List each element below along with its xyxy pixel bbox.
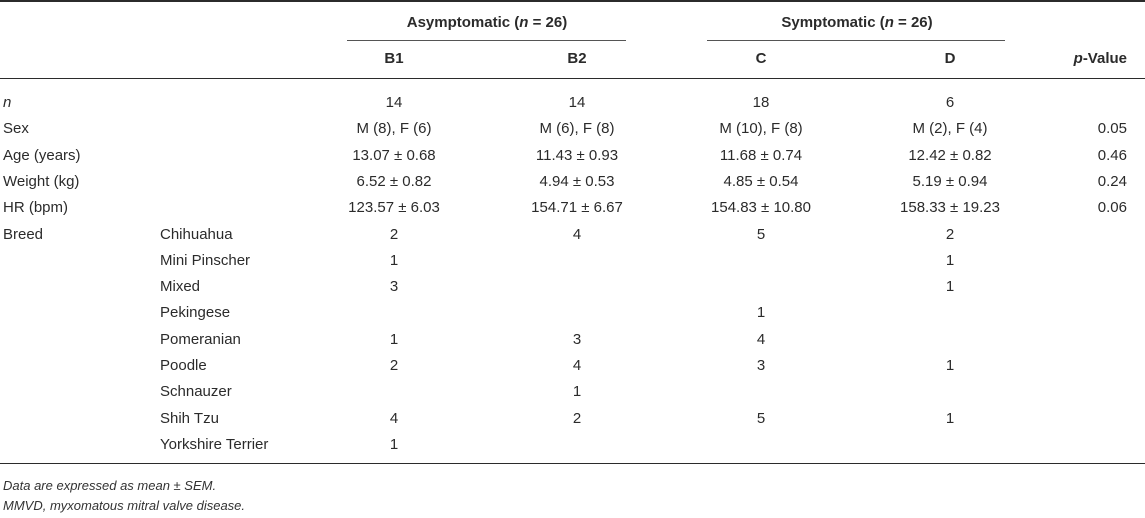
table-cell-b1: 4 xyxy=(389,410,399,427)
table-cell-b1: 2 xyxy=(389,357,399,374)
table-cell-b2: 3 xyxy=(572,331,582,348)
table-cell-d: M (2), F (4) xyxy=(912,120,988,137)
table-cell-c: 4 xyxy=(756,331,766,348)
table-cell-p-value: 0.24 xyxy=(1097,173,1127,190)
table-cell-b1: 3 xyxy=(389,278,399,295)
table-cell-p-value: 0.05 xyxy=(1097,120,1127,137)
table-cell-d: 158.33 ± 19.23 xyxy=(900,199,1000,216)
column-header-d: D xyxy=(944,50,956,67)
table-cell-b2: 14 xyxy=(568,94,586,111)
row-label: Weight (kg) xyxy=(3,173,80,190)
breed-label: Yorkshire Terrier xyxy=(160,436,269,453)
table-cell-b2: 2 xyxy=(572,410,582,427)
table-cell-b1: 1 xyxy=(389,436,399,453)
table-cell-b1: 6.52 ± 0.82 xyxy=(356,173,432,190)
table-cell-c: 3 xyxy=(756,357,766,374)
table-cell-p-value: 0.06 xyxy=(1097,199,1127,216)
group-underline-symptomatic xyxy=(707,40,1005,41)
table-cell-d: 1 xyxy=(945,410,955,427)
table-cell-d: 1 xyxy=(945,357,955,374)
breed-label: Poodle xyxy=(160,357,207,374)
table-cell-b2: 1 xyxy=(572,383,582,400)
column-header-c: C xyxy=(755,50,767,67)
table-cell-c: 5 xyxy=(756,410,766,427)
table-cell-b2: M (6), F (8) xyxy=(539,120,615,137)
row-label: n xyxy=(3,94,12,111)
table-cell-d: 12.42 ± 0.82 xyxy=(908,147,992,164)
breed-label: Pomeranian xyxy=(160,331,241,348)
group-underline-asymptomatic xyxy=(347,40,626,41)
table-cell-c: 18 xyxy=(752,94,770,111)
table-cell-c: 5 xyxy=(756,226,766,243)
table-cell-b1: 123.57 ± 6.03 xyxy=(348,199,440,216)
header-group-symptomatic: Symptomatic (n = 26) xyxy=(781,14,933,31)
table-cell-c: 1 xyxy=(756,304,766,321)
table-cell-p-value: 0.46 xyxy=(1097,147,1127,164)
table-cell-b1: 2 xyxy=(389,226,399,243)
row-label: Age (years) xyxy=(3,147,81,164)
table-cell-c: M (10), F (8) xyxy=(719,120,803,137)
table-cell-d: 5.19 ± 0.94 xyxy=(912,173,988,190)
table-cell-c: 154.83 ± 10.80 xyxy=(711,199,811,216)
breed-label: Mixed xyxy=(160,278,201,295)
table-bottom-rule xyxy=(0,463,1145,464)
table-cell-c: 4.85 ± 0.54 xyxy=(723,173,799,190)
row-label: Sex xyxy=(3,120,29,137)
breed-label: Pekingese xyxy=(160,304,231,321)
table-cell-b2: 4.94 ± 0.53 xyxy=(539,173,615,190)
column-header-b1: B1 xyxy=(384,50,404,67)
table-cell-d: 1 xyxy=(945,252,955,269)
breed-label: Schnauzer xyxy=(160,383,232,400)
table-cell-b1: M (8), F (6) xyxy=(356,120,432,137)
table-cell-b2: 154.71 ± 6.67 xyxy=(531,199,623,216)
row-label: HR (bpm) xyxy=(3,199,69,216)
table-cell-b2: 4 xyxy=(572,357,582,374)
breed-label: Chihuahua xyxy=(160,226,233,243)
breed-label: Mini Pinscher xyxy=(160,252,251,269)
table-top-rule xyxy=(0,0,1145,2)
footnote-mmvd: MMVD, myxomatous mitral valve disease. xyxy=(3,498,246,513)
column-header-p-value: p-Value xyxy=(1073,50,1127,67)
footnote-mean-sem: Data are expressed as mean ± SEM. xyxy=(3,478,217,493)
table-cell-d: 6 xyxy=(945,94,955,111)
table-cell-b1: 1 xyxy=(389,252,399,269)
table-cell-d: 2 xyxy=(945,226,955,243)
table-cell-c: 11.68 ± 0.74 xyxy=(719,147,803,164)
row-label: Breed xyxy=(3,226,44,243)
table-cell-b1: 1 xyxy=(389,331,399,348)
header-group-asymptomatic: Asymptomatic (n = 26) xyxy=(406,14,568,31)
table-cell-b2: 4 xyxy=(572,226,582,243)
table-cell-d: 1 xyxy=(945,278,955,295)
header-bottom-rule xyxy=(0,78,1145,79)
breed-label: Shih Tzu xyxy=(160,410,219,427)
column-header-b2: B2 xyxy=(567,50,587,67)
table-cell-b1: 13.07 ± 0.68 xyxy=(352,147,436,164)
table-cell-b2: 11.43 ± 0.93 xyxy=(535,147,619,164)
table-cell-b1: 14 xyxy=(385,94,403,111)
